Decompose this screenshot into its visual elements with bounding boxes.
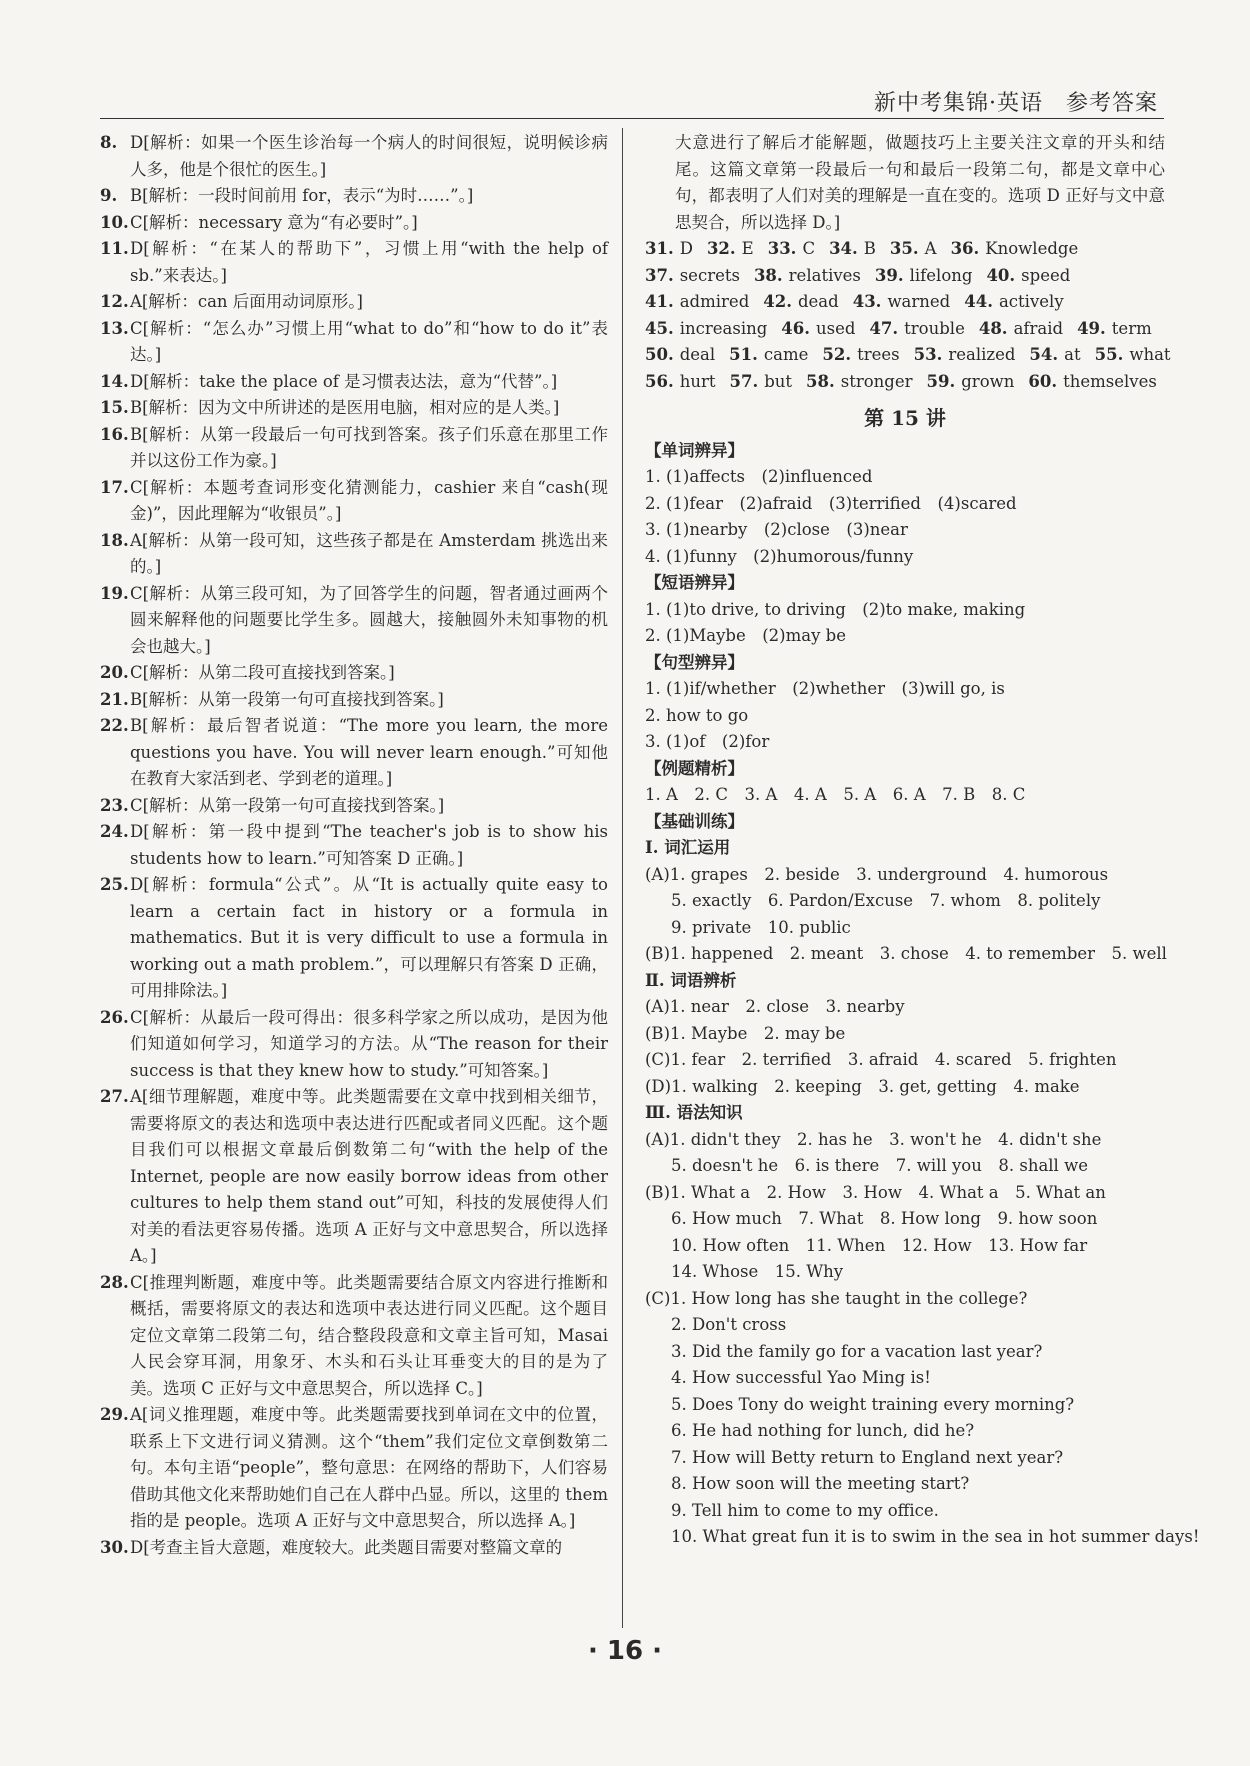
section-heading: 【单词辨异】 bbox=[645, 440, 744, 460]
answer-row bbox=[645, 236, 1165, 263]
answer-item bbox=[100, 369, 608, 396]
answer-value: actively bbox=[998, 292, 1064, 311]
item-number: 26. bbox=[100, 1007, 129, 1027]
item-text: B[解析：从第一段第一句可直接找到答案。] bbox=[130, 689, 444, 709]
list-item: (A)1. near 2. close 3. nearby bbox=[645, 997, 905, 1016]
answer-value: term bbox=[1111, 318, 1152, 338]
answer-value: themselves bbox=[1063, 371, 1157, 391]
item-number: 25. bbox=[100, 875, 129, 894]
answer-number: 31. bbox=[645, 239, 674, 258]
list-item: 2. (1)Maybe (2)may be bbox=[645, 626, 846, 645]
list-item: 3. (1)of (2)for bbox=[645, 732, 770, 751]
column-divider bbox=[622, 128, 623, 1628]
page-number: · 16 · bbox=[587, 1636, 663, 1666]
list-item: (A)1. grapes 2. beside 3. underground 4. humorous bbox=[645, 864, 1109, 884]
page-header bbox=[100, 86, 1164, 119]
answer-value: B bbox=[863, 239, 876, 258]
item-number: 23. bbox=[100, 795, 129, 815]
item-text: D[解析：take the place of 是习惯表达法，意为“代替”。] bbox=[130, 371, 558, 391]
answer-number: 48. bbox=[978, 318, 1008, 338]
answer-item bbox=[100, 395, 608, 422]
answer-number: 41. bbox=[645, 292, 674, 311]
answer-value: trouble bbox=[904, 318, 965, 338]
answer-item bbox=[100, 130, 608, 183]
answer-number: 57. bbox=[729, 371, 759, 391]
section-heading: 【例题精析】 bbox=[645, 758, 744, 778]
left-column bbox=[100, 130, 608, 1561]
answer-value: lifelong bbox=[909, 265, 973, 285]
header-title: 新中考集锦·英语 参考答案 bbox=[874, 91, 1158, 116]
item-text: B[解析：从第一段最后一句可找到答案。孩子们乐意在那里工作并以这份工作为豪。] bbox=[130, 424, 608, 470]
answer-item bbox=[100, 793, 608, 820]
lecture-title: 第 15 讲 bbox=[864, 406, 946, 430]
list-item: (B)1. Maybe 2. may be bbox=[645, 1023, 846, 1043]
list-item: 4. (1)funny (2)humorous/funny bbox=[645, 546, 914, 566]
answer-number: 59. bbox=[926, 371, 956, 391]
answer-value: D bbox=[679, 239, 693, 258]
list-item: 5. Does Tony do weight training every morning? bbox=[671, 1394, 1075, 1414]
list-item: 6. How much 7. What 8. How long 9. how soon bbox=[671, 1209, 1098, 1228]
list-item: (A)1. didn't they 2. has he 3. won't he 4. didn't she bbox=[645, 1129, 1102, 1149]
continued-explanation: 大意进行了解后才能解题，做题技巧上主要关注文章的开头和结尾。这篇文章第一段最后一句和最后一段第二句，都是文章中心句，都表明了人们对美的理解是一直在变的。选项 D 正好与文中意思契合，所以选择 D。] bbox=[675, 133, 1165, 232]
answer-value: relatives bbox=[788, 265, 861, 285]
answer-item bbox=[100, 289, 608, 316]
answer-item bbox=[100, 1535, 608, 1562]
list-item: 4. How successful Yao Ming is! bbox=[671, 1368, 931, 1387]
answer-value: used bbox=[816, 318, 856, 338]
item-number: 17. bbox=[100, 477, 129, 497]
item-number: 30. bbox=[100, 1537, 129, 1557]
section-heading: 【基础训练】 bbox=[645, 811, 744, 831]
answer-number: 50. bbox=[645, 345, 674, 364]
answer-row bbox=[645, 369, 1165, 396]
right-column bbox=[645, 130, 1200, 1551]
list-item: 9. private 10. public bbox=[671, 917, 851, 937]
answer-value: trees bbox=[857, 345, 900, 364]
answer-value: came bbox=[763, 345, 809, 364]
answer-item bbox=[100, 819, 608, 872]
answer-value: realized bbox=[948, 345, 1016, 364]
item-text: A[细节理解题，难度中等。此类题需要在文章中找到相关细节，需要将原文的表达和选项中表达进行匹配或者同义匹配。这个题目我们可以根据文章最后倒数第二句“with the help of the Internet, people are now easily borrow ideas from other cultures to help them stand out”可知，科技的发展使得人们对美的看法更容易传播。选项 A 正好与文中意思契合，所以选择 A。] bbox=[130, 1087, 608, 1265]
answer-value: speed bbox=[1021, 265, 1071, 285]
answer-number: 54. bbox=[1029, 345, 1059, 364]
answer-value: dead bbox=[797, 292, 839, 311]
answer-item bbox=[100, 872, 608, 1005]
answer-row bbox=[645, 342, 1171, 369]
item-text: D[解析：“在某人的帮助下”，习惯上用“with the help of sb.”来表达。] bbox=[130, 239, 608, 285]
list-item: 1. (1)to drive, to driving (2)to make, making bbox=[645, 599, 1026, 619]
item-number: 16. bbox=[100, 424, 129, 444]
subsection-heading: Ⅲ. 语法知识 bbox=[645, 1103, 743, 1122]
item-text: B[解析：因为文中所讲述的是医用电脑，相对应的是人类。] bbox=[130, 398, 560, 417]
answer-item bbox=[100, 210, 608, 237]
list-item: (B)1. happened 2. meant 3. chose 4. to remember 5. well bbox=[645, 944, 1167, 963]
answer-item bbox=[100, 316, 608, 369]
list-item: 1. A 2. C 3. A 4. A 5. A 6. A 7. B 8. C bbox=[645, 785, 1026, 804]
answer-row bbox=[645, 289, 1165, 316]
item-number: 29. bbox=[100, 1405, 129, 1424]
list-item: 2. Don't cross bbox=[671, 1315, 787, 1334]
list-item: 7. How will Betty return to England next year? bbox=[671, 1447, 1064, 1467]
answer-item bbox=[100, 687, 608, 714]
item-number: 27. bbox=[100, 1087, 129, 1106]
answer-value: Knowledge bbox=[985, 239, 1079, 258]
list-item: (C)1. fear 2. terrified 3. afraid 4. scared 5. frighten bbox=[645, 1050, 1117, 1069]
answer-value: C bbox=[802, 239, 816, 258]
answer-number: 49. bbox=[1077, 318, 1106, 338]
answer-number: 38. bbox=[753, 265, 783, 285]
list-item: (D)1. walking 2. keeping 3. get, getting 4. make bbox=[645, 1076, 1080, 1096]
item-number: 12. bbox=[100, 292, 129, 311]
answer-number: 47. bbox=[869, 318, 899, 338]
answer-value: but bbox=[764, 371, 793, 391]
list-item: 14. Whose 15. Why bbox=[671, 1262, 844, 1281]
item-text: A[解析：can 后面用动词原形。] bbox=[130, 292, 363, 311]
answer-item bbox=[100, 475, 608, 528]
answer-number: 51. bbox=[729, 345, 758, 364]
answer-value: deal bbox=[679, 345, 716, 364]
answer-number: 58. bbox=[806, 371, 835, 391]
item-number: 22. bbox=[100, 716, 129, 735]
answer-value: A bbox=[924, 239, 937, 258]
answer-value: admired bbox=[679, 292, 750, 311]
answer-item bbox=[100, 1084, 608, 1270]
answer-number: 44. bbox=[964, 292, 993, 311]
list-item: 1. (1)affects (2)influenced bbox=[645, 467, 873, 486]
answer-number: 52. bbox=[822, 345, 852, 364]
list-item: 8. How soon will the meeting start? bbox=[671, 1474, 970, 1493]
answer-item bbox=[100, 660, 608, 687]
item-number: 28. bbox=[100, 1272, 129, 1292]
list-item: 6. He had nothing for lunch, did he? bbox=[671, 1421, 975, 1440]
answer-value: increasing bbox=[679, 318, 768, 338]
answer-number: 37. bbox=[645, 265, 674, 285]
answer-number: 40. bbox=[986, 265, 1016, 285]
answer-item bbox=[100, 581, 608, 661]
answer-value: afraid bbox=[1013, 318, 1064, 338]
answer-number: 56. bbox=[645, 371, 674, 391]
item-text: A[解析：从第一段可知，这些孩子都是在 Amsterdam 挑选出来的。] bbox=[130, 530, 608, 576]
item-text: C[解析：从第二段可直接找到答案。] bbox=[130, 663, 395, 682]
subsection-heading: Ⅰ. 词汇运用 bbox=[645, 838, 731, 857]
answer-number: 60. bbox=[1028, 371, 1058, 391]
list-item: 9. Tell him to come to my office. bbox=[671, 1500, 939, 1520]
list-item: 5. exactly 6. Pardon/Excuse 7. whom 8. politely bbox=[671, 891, 1101, 910]
item-number: 20. bbox=[100, 663, 129, 682]
answer-value: stronger bbox=[840, 371, 913, 391]
answer-grid bbox=[645, 236, 1171, 395]
item-text: C[解析：从第三段可知，为了回答学生的问题，智者通过画两个圆来解释他的问题要比学生多。圆越大，接触圆外未知事物的机会也越大。] bbox=[130, 583, 608, 656]
item-number: 19. bbox=[100, 583, 129, 603]
list-item: 10. What great fun it is to swim in the sea in hot summer days! bbox=[671, 1527, 1200, 1546]
item-text: D[解析：如果一个医生诊治每一个病人的时间很短，说明候诊病人多，他是个很忙的医生。] bbox=[130, 133, 608, 179]
item-text: D[考查主旨大意题，难度较大。此类题目需要对整篇文章的 bbox=[130, 1537, 563, 1557]
subsection-heading: Ⅱ. 词语辨析 bbox=[645, 970, 737, 990]
item-text: B[解析：一段时间前用 for，表示“为时……”。] bbox=[130, 186, 474, 205]
answer-row bbox=[645, 263, 1165, 290]
item-number: 21. bbox=[100, 689, 129, 709]
item-number: 24. bbox=[100, 822, 129, 841]
answer-value: what bbox=[1129, 345, 1171, 364]
list-item: 5. doesn't he 6. is there 7. will you 8. shall we bbox=[671, 1156, 1088, 1175]
section-heading: 【短语辨异】 bbox=[645, 573, 744, 592]
list-item: 3. Did the family go for a vacation last year? bbox=[671, 1341, 1043, 1361]
answer-item bbox=[100, 422, 608, 475]
answer-value: at bbox=[1064, 345, 1081, 364]
item-number: 8. bbox=[100, 133, 118, 152]
answer-item bbox=[100, 183, 608, 210]
answer-number: 35. bbox=[889, 239, 919, 258]
answer-item bbox=[100, 1005, 608, 1085]
list-item: (C)1. How long has she taught in the college? bbox=[645, 1288, 1028, 1308]
answer-row bbox=[645, 316, 1165, 343]
answer-value: hurt bbox=[679, 371, 716, 391]
answer-number: 46. bbox=[781, 318, 811, 338]
answer-item bbox=[100, 1270, 608, 1403]
item-number: 10. bbox=[100, 212, 129, 232]
item-number: 18. bbox=[100, 530, 129, 550]
item-text: C[解析：necessary 意为“有必要时”。] bbox=[130, 212, 418, 232]
answer-number: 32. bbox=[706, 239, 736, 258]
answer-number: 43. bbox=[852, 292, 882, 311]
answer-item bbox=[100, 236, 608, 289]
list-item: 3. (1)nearby (2)close (3)near bbox=[645, 520, 908, 539]
item-text: C[解析：本题考查词形变化猜测能力，cashier 来自“cash(现金)”，因此理解为“收银员”。] bbox=[130, 477, 608, 523]
item-text: B[解析：最后智者说道：“The more you learn, the more questions you have. You will never learn enough.”可知他在教育大家活到老、学到老的道理。] bbox=[130, 716, 608, 788]
item-number: 14. bbox=[100, 371, 129, 391]
answer-number: 39. bbox=[874, 265, 904, 285]
item-number: 9. bbox=[100, 186, 118, 205]
answer-value: E bbox=[741, 239, 754, 258]
answer-number: 36. bbox=[950, 239, 980, 258]
item-number: 13. bbox=[100, 318, 129, 338]
answer-number: 45. bbox=[645, 318, 674, 338]
answer-value: secrets bbox=[679, 265, 740, 285]
section-heading: 【句型辨异】 bbox=[645, 652, 744, 672]
answer-item bbox=[100, 528, 608, 581]
answer-number: 33. bbox=[767, 239, 797, 258]
list-item: 1. (1)if/whether (2)whether (3)will go, is bbox=[645, 679, 1005, 698]
item-number: 11. bbox=[100, 239, 129, 258]
list-item: 10. How often 11. When 12. How 13. How far bbox=[671, 1235, 1088, 1255]
item-text: C[解析：从最后一段可得出：很多科学家之所以成功，是因为他们知道如何学习，知道学习的方法。从“The reason for their success is that they knew how to study.”可知答案。] bbox=[130, 1007, 608, 1080]
list-item: (B)1. What a 2. How 3. How 4. What a 5. What an bbox=[645, 1182, 1106, 1202]
answer-item bbox=[100, 1402, 608, 1535]
list-item: 2. how to go bbox=[645, 705, 749, 725]
list-item: 2. (1)fear (2)afraid (3)terrified (4)scared bbox=[645, 493, 1017, 513]
item-number: 15. bbox=[100, 398, 129, 417]
answer-value: grown bbox=[961, 371, 1015, 391]
item-text: D[解析：第一段中提到“The teacher's job is to show his students how to learn.”可知答案 D 正确。] bbox=[130, 822, 608, 868]
answer-value: warned bbox=[887, 292, 951, 311]
answer-number: 42. bbox=[763, 292, 792, 311]
item-text: C[推理判断题，难度中等。此类题需要结合原文内容进行推断和概括，需要将原文的表达和选项中表达进行同义匹配。这个题目定位文章第二段第二句，结合整段段意和文章主旨可知，Masai 人民会穿耳洞，用象牙、木头和石头让耳垂变大的目的是为了美。选项 C 正好与文中意思契合，所以选择 C。] bbox=[130, 1272, 608, 1398]
item-text: D[解析：formula“公式”。从“It is actually quite easy to learn a certain fact in history or a formula in mathematics. But it is very difficult to use a formula in working out a math problem.”，可以理解只有答案 D 正确，可用排除法。] bbox=[130, 875, 608, 1000]
item-text: C[解析：“怎么办”习惯上用“what to do”和“how to do it”表达。] bbox=[130, 318, 608, 364]
answer-number: 34. bbox=[829, 239, 858, 258]
answer-number: 53. bbox=[913, 345, 943, 364]
item-text: A[词义推理题，难度中等。此类题需要找到单词在文中的位置，联系上下文进行词义猜测。这个“them”我们定位文章倒数第二句。本句主语“people”，整句意思：在网络的帮助下，人们容易借助其他文化来帮助她们自己在人群中凸显。所以，这里的 them 指的是 people。选项 A 正好与文中意思契合，所以选择 A。] bbox=[130, 1405, 608, 1530]
answer-number: 55. bbox=[1094, 345, 1124, 364]
item-text: C[解析：从第一段第一句可直接找到答案。] bbox=[130, 795, 445, 815]
answer-item bbox=[100, 713, 608, 793]
